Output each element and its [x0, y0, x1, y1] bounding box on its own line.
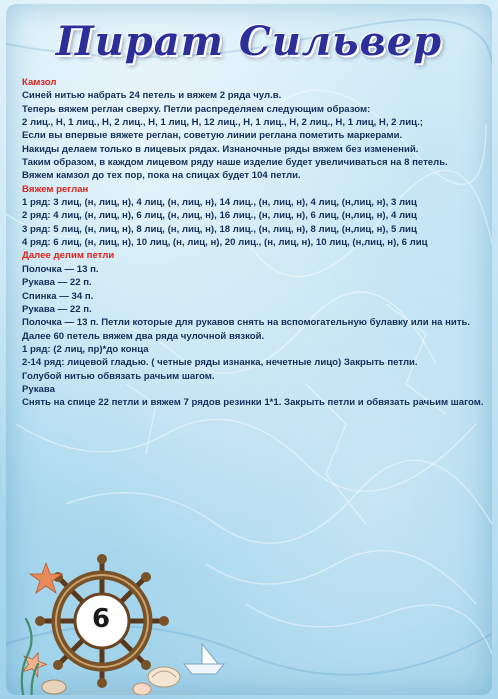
- text-line: Полочка — 13 п. Петли которые для рукавов снять на вспомогательную булавку или на нить.: [22, 317, 471, 329]
- text-line: 1 ряд: (2 лиц, пр)*до конца: [22, 343, 149, 355]
- text-line: Если вы впервые вяжете реглан, советую линии реглана пометить маркерами.: [22, 130, 403, 142]
- ship-wheel-seashells-decoration: [14, 549, 244, 695]
- text-line: Голубой нитью обвязать рачьим шагом.: [22, 370, 215, 382]
- text-line: Рукава — 22 п.: [22, 303, 92, 315]
- text-line: Вяжем камзол до тех пор, пока на спицах будет 104 петли.: [22, 170, 301, 182]
- text-line: Далее 60 петель вяжем два ряда чулочной вязкой.: [22, 330, 265, 342]
- text-line: Синей нитью набрать 24 петель и вяжем 2 ряда чул.в.: [22, 90, 282, 102]
- text-line: Теперь вяжем реглан сверху. Петли распределяем следующим образом:: [22, 103, 371, 115]
- text-line: Спинка — 34 п.: [22, 290, 94, 302]
- text-line: 2 лиц., Н, 1 лиц., Н, 2 лиц., Н, 1 лиц, Н, 12 лиц., Н, 1 лиц., Н, 2 лиц., Н, 1 лиц, Н, 2 лиц.;: [22, 117, 423, 129]
- text-line: Полочка — 13 п.: [22, 263, 99, 275]
- section-heading: Далее делим петли: [22, 250, 115, 262]
- text-line: Накиды делаем только в лицевых рядах. Изнаночные ряды вяжем без изменений.: [22, 143, 419, 155]
- section-heading: Камзол: [22, 77, 57, 88]
- text-line: 2-14 ряд: лицевой гладью. ( четные ряды изнанка, нечетные лицо) Закрыть петли.: [22, 357, 418, 369]
- page: [6, 4, 492, 695]
- text-line: 2 ряд: 4 лиц, (н, лиц, н), 6 лиц, (н, лиц, н), 16 лиц., (н, лиц, н), 6 лиц, (н,лиц, н), 4 лиц: [22, 210, 417, 222]
- text-line: Рукава: [22, 383, 55, 395]
- text-line: Таким образом, в каждом лицевом ряду наше изделие будет увеличиваться на 8 петель.: [22, 157, 448, 169]
- pattern-text: [22, 76, 488, 410]
- text-line: 4 ряд: 6 лиц, (н, лиц, н), 10 лиц, (н, лиц, н), 20 лиц., (н, лиц, н), 10 лиц, (н,лиц, н), 6 лиц: [22, 237, 428, 249]
- text-line: Снять на спице 22 петли и вяжем 7 рядов резинки 1*1. Закрыть петли и обвязать рачьим шагом.: [22, 397, 484, 409]
- text-line: Рукава — 22 п.: [22, 277, 92, 289]
- page-number: 6: [91, 604, 111, 634]
- text-line: 3 ряд: 5 лиц, (н, лиц, н), 8 лиц, (н, лиц, н), 18 лиц., (н, лиц, н), 8 лиц, (н,лиц, н), 5 лиц: [22, 223, 417, 235]
- text-line: 1 ряд: 3 лиц, (н, лиц, н), 4 лиц, (н, лиц, н), 14 лиц., (н, лиц, н), 4 лиц, (н,лиц, н), 3 лиц: [22, 197, 417, 209]
- section-heading: Вяжем реглан: [22, 183, 89, 195]
- page-title: Пират Сильвер: [55, 18, 443, 65]
